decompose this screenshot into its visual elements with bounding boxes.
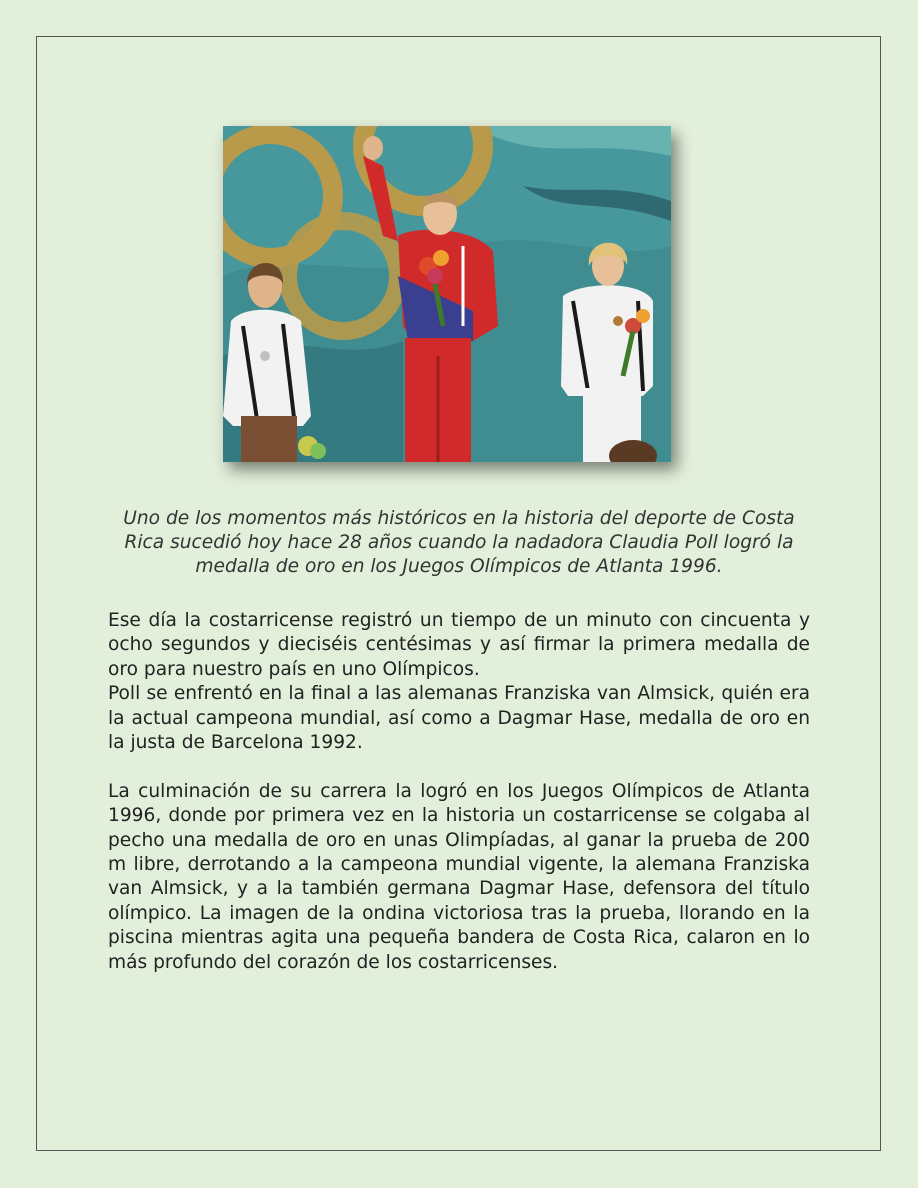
photo-caption: Uno de los momentos más históricos en la historia del deporte de Costa Rica sucedió hoy hace 28 años cuando la nadadora Claudia Poll logró la medalla de oro en los Juegos Olímpicos de Atlanta 1996.	[123, 508, 795, 577]
article-paragraph: Ese día la costarricense registró un tiempo de un minuto con cincuenta y ocho segundos y dieciséis centésimas y así firmar la primera medalla de oro para nuestro país en uno Olímpicos.	[108, 610, 810, 680]
article-paragraph: Poll se enfrentó en la final a las alemanas Franziska van Almsick, quién era la actual campeona mundial, así como a Dagmar Hase, medalla de oro en la justa de Barcelona 1992.	[108, 683, 810, 754]
article-body	[108, 609, 810, 975]
olympic-podium-photo	[223, 126, 671, 462]
article-paragraph: La culminación de su carrera la logró en los Juegos Olímpicos de Atlanta 1996, donde por primera vez en la historia un costarricense se colgaba al pecho una medalla de oro en unas Olimpíadas, al ganar la prueba de 200 m libre, derrotando a la campeona mundial vigente, la alemana Franziska van Almsick, y a la también germana Dagmar Hase, defensora del título olímpico. La imagen de la ondina victoriosa tras la prueba, llorando en la piscina mientras agita una pequeña bandera de Costa Rica, calaron en lo más profundo del corazón de los costarricenses.	[108, 780, 810, 973]
